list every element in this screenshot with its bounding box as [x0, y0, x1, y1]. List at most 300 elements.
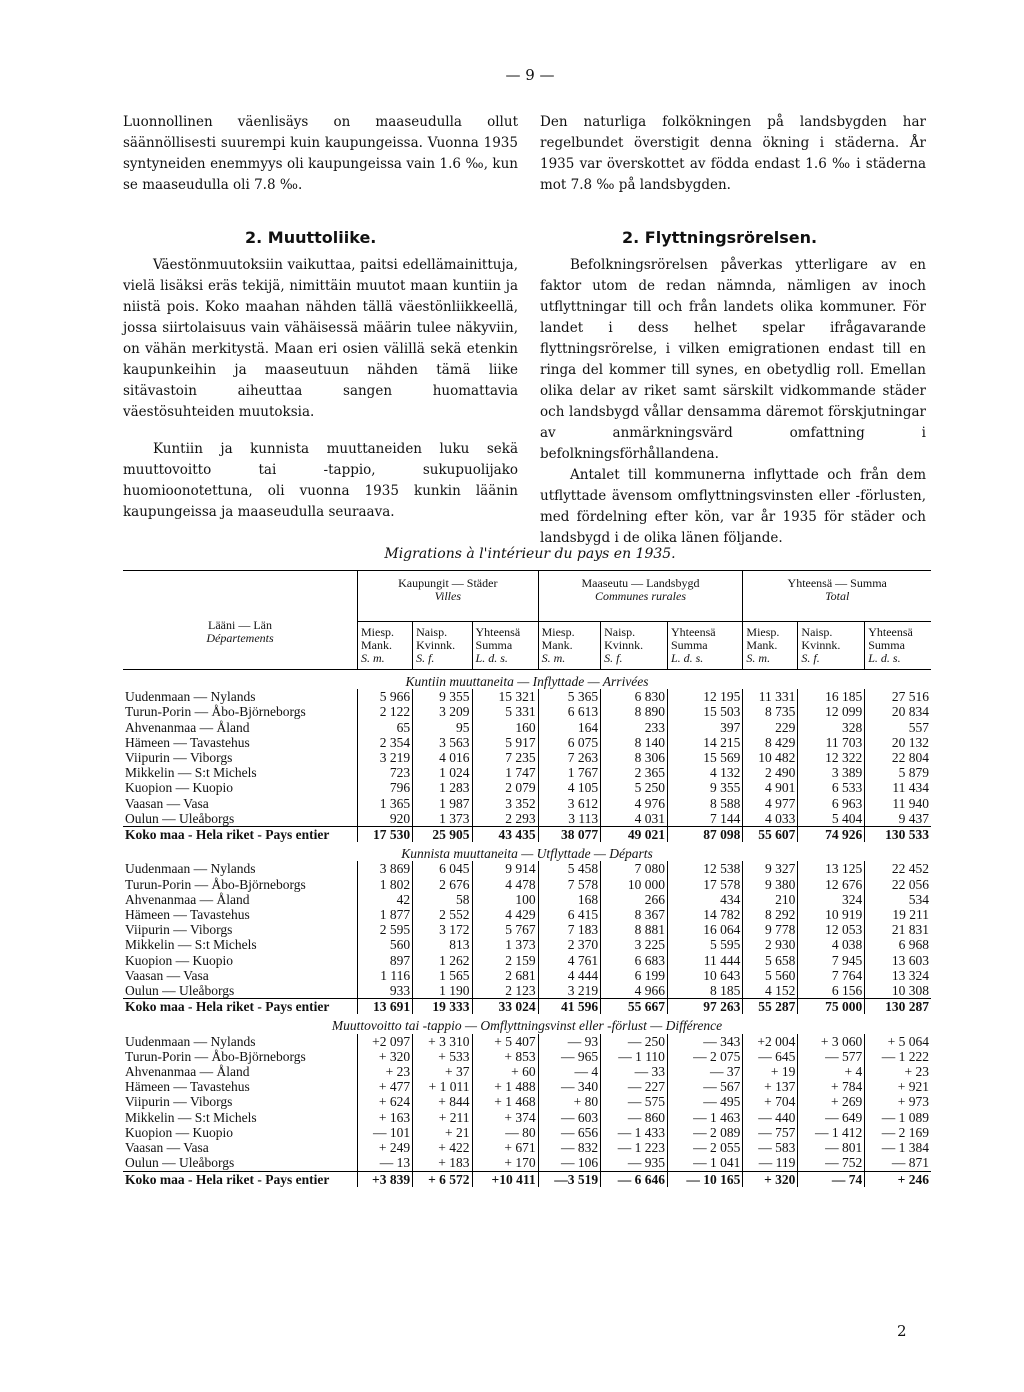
table-cell: 7 144	[667, 811, 742, 827]
row-label: Hämeen — Tavastehus	[125, 734, 250, 750]
table-cell: 3 389	[798, 765, 865, 780]
table-cell: 19 211	[865, 907, 931, 922]
table-cell: 12 538	[667, 861, 742, 876]
table-cell: 4 901	[743, 780, 798, 795]
table-cell: — 1 384	[865, 1140, 931, 1155]
table-cell: 8 429	[743, 735, 798, 750]
table-cell: 3 563	[413, 735, 472, 750]
row-label: Mikkelin — S:t Michels	[125, 937, 257, 953]
table-cell: 55 667	[601, 999, 668, 1015]
table-cell: 723	[358, 765, 413, 780]
table-cell: 5 658	[743, 953, 798, 968]
table-cell: + 921	[865, 1079, 931, 1094]
table-cell: + 1 488	[472, 1079, 538, 1094]
table-cell: — 119	[743, 1155, 798, 1171]
table-cell: — 74	[798, 1171, 865, 1187]
table-row	[123, 892, 931, 907]
table-cell: 897	[358, 953, 413, 968]
table-row	[123, 1110, 931, 1125]
header-group-total: Yhteensä — Summa Total	[743, 571, 931, 622]
table-cell: 2 676	[413, 877, 472, 892]
table-body	[123, 670, 931, 1187]
header-lani-text: Lääni — Län	[208, 618, 272, 632]
table-cell: 7 263	[538, 750, 601, 765]
migration-table	[123, 570, 931, 1187]
table-cell: 229	[743, 720, 798, 735]
table-cell: — 440	[743, 1110, 798, 1125]
subheader-cell: Naisp. Kvinnk. S. f.	[413, 622, 472, 670]
table-cell: 1 373	[472, 937, 538, 952]
table-cell: 10 482	[743, 750, 798, 765]
section-sv	[540, 255, 926, 549]
table-cell: 16 064	[667, 922, 742, 937]
row-label: Kuopion — Kuopio	[125, 952, 233, 968]
table-cell: 4 761	[538, 953, 601, 968]
table-cell: 22 452	[865, 861, 931, 876]
table-cell: 1 283	[413, 780, 472, 795]
table-cell: 33 024	[472, 999, 538, 1015]
table-cell: 5 917	[472, 735, 538, 750]
table-cell: + 477	[358, 1079, 413, 1094]
table-cell: 210	[743, 892, 798, 907]
table-cell: — 1 463	[667, 1110, 742, 1125]
table-cell: 21 831	[865, 922, 931, 937]
table-cell: 4 152	[743, 983, 798, 999]
table-cell: + 211	[413, 1110, 472, 1125]
table-row	[123, 1140, 931, 1155]
table-cell: + 170	[472, 1155, 538, 1171]
table-cell: 160	[472, 720, 538, 735]
table-cell: 14 782	[667, 907, 742, 922]
table-cell: — 656	[538, 1125, 601, 1140]
table-cell: 813	[413, 937, 472, 952]
table-cell: 100	[472, 892, 538, 907]
table-cell: 1 565	[413, 968, 472, 983]
table-cell: 397	[667, 720, 742, 735]
table-cell: — 340	[538, 1079, 601, 1094]
table-cell: 4 105	[538, 780, 601, 795]
table-cell: 7 235	[472, 750, 538, 765]
table-cell: 3 869	[358, 861, 413, 876]
table-cell: 3 113	[538, 811, 601, 827]
table-cell: + 1 468	[472, 1094, 538, 1109]
table-cell: — 860	[601, 1110, 668, 1125]
table-cell: 168	[538, 892, 601, 907]
table-cell: 920	[358, 811, 413, 827]
table-cell: 49 021	[601, 827, 668, 843]
table-row	[123, 704, 931, 719]
table-cell: — 4	[538, 1064, 601, 1079]
table-cell: 12 322	[798, 750, 865, 765]
table-cell: — 575	[601, 1094, 668, 1109]
table-cell: 1 262	[413, 953, 472, 968]
table-cell: 12 099	[798, 704, 865, 719]
table-cell: 22 056	[865, 877, 931, 892]
table-cell: — 10 165	[667, 1171, 742, 1187]
table-row	[123, 922, 931, 937]
table-cell: 12 676	[798, 877, 865, 892]
intro-fi	[123, 112, 518, 196]
table-cell: 12 195	[667, 689, 742, 704]
table-cell: — 343	[667, 1034, 742, 1049]
table-cell: + 23	[358, 1064, 413, 1079]
table-cell: — 495	[667, 1094, 742, 1109]
table-cell: 5 404	[798, 811, 865, 827]
row-label: Oulun — Uleåborgs	[125, 1155, 235, 1171]
table-cell: 796	[358, 780, 413, 795]
table-cell: + 533	[413, 1049, 472, 1064]
table-cell: 2 354	[358, 735, 413, 750]
table-cell: — 1 222	[865, 1049, 931, 1064]
table-row	[123, 1064, 931, 1079]
page-number: — 9 —	[505, 66, 555, 84]
table-cell: + 21	[413, 1125, 472, 1140]
table-cell: 2 123	[472, 983, 538, 999]
table-cell: 5 250	[601, 780, 668, 795]
table-cell: 266	[601, 892, 668, 907]
table-cell: 10 643	[667, 968, 742, 983]
table-cell: 6 613	[538, 704, 601, 719]
table-cell: 4 966	[601, 983, 668, 999]
table-cell: — 13	[358, 1155, 413, 1171]
table-cell: 2 595	[358, 922, 413, 937]
table-cell: — 649	[798, 1110, 865, 1125]
table-cell: 4 976	[601, 796, 668, 811]
table-row	[123, 1034, 931, 1049]
table-cell: — 106	[538, 1155, 601, 1171]
table-cell: — 645	[743, 1049, 798, 1064]
table-cell: 2 159	[472, 953, 538, 968]
table-cell: 7 183	[538, 922, 601, 937]
section-title: Kuntiin muuttaneita — Inflyttade — Arrivées	[405, 674, 649, 689]
table-cell: 87 098	[667, 827, 742, 843]
row-label: Koko maa - Hela riket - Pays entier	[123, 1171, 358, 1187]
table-cell: 22 804	[865, 750, 931, 765]
table-row	[123, 1049, 931, 1064]
table-cell: 13 691	[358, 999, 413, 1015]
section-title-row	[123, 670, 931, 690]
table-cell: — 227	[601, 1079, 668, 1094]
table-cell: 2 552	[413, 907, 472, 922]
subheader-cell: Yhteensä Summa L. d. s.	[865, 622, 931, 670]
table-cell: 3 352	[472, 796, 538, 811]
row-label: Vaasan — Vasa	[125, 1140, 209, 1156]
table-cell: 2 490	[743, 765, 798, 780]
table-cell: 11 940	[865, 796, 931, 811]
table-cell: — 1 223	[601, 1140, 668, 1155]
row-label: Oulun — Uleåborgs	[125, 810, 235, 826]
table-cell: + 374	[472, 1110, 538, 1125]
row-label: Koko maa - Hela riket - Pays entier	[123, 999, 358, 1015]
table-row	[123, 1125, 931, 1140]
table-cell: 1 987	[413, 796, 472, 811]
table-cell: 65	[358, 720, 413, 735]
table-cell: 3 612	[538, 796, 601, 811]
table-cell: 3 219	[358, 750, 413, 765]
table-cell: 17 530	[358, 827, 413, 843]
table-cell: 10 919	[798, 907, 865, 922]
table-cell: +10 411	[472, 1171, 538, 1187]
table-cell: + 183	[413, 1155, 472, 1171]
table-cell: 13 125	[798, 861, 865, 876]
header-lani	[123, 571, 358, 670]
table-cell: 7 945	[798, 953, 865, 968]
table-cell: + 844	[413, 1094, 472, 1109]
table-cell: 20 834	[865, 704, 931, 719]
table-cell: — 965	[538, 1049, 601, 1064]
subheader-cell: Naisp. Kvinnk. S. f.	[798, 622, 865, 670]
section-sv-p1: Befolkningsrörelsen påverkas ytterligare av en faktor utom de redan nämnda, nämligen av inoch utflyttningar till och från landets olika kommuner. För landet i dess helhet spelar ifrågavarande flyttningsrörelse, i vilken emigrationen endast till en ringa del kommer till synes, en obetydlig roll. Emellan olika delar av riket samt särskilt vidkommande städer och landsbygd vållar densamma däremot förskjutningar av anmärkningsvärd omfattning i befolkningsförhållandena.	[540, 257, 926, 462]
table-cell: 560	[358, 937, 413, 952]
table-cell: — 1 110	[601, 1049, 668, 1064]
table-cell: + 19	[743, 1064, 798, 1079]
table-cell: — 871	[865, 1155, 931, 1171]
table-cell: 95	[413, 720, 472, 735]
table-cell: 6 199	[601, 968, 668, 983]
intro-sv	[540, 112, 926, 196]
table-cell: + 853	[472, 1049, 538, 1064]
section-sv-p2: Antalet till kommunerna inflyttade och från dem utflyttade ävensom omflyttningsvinsten eller -förlusten, med fördelning efter kön, var år 1935 för städer och landsbygd i de olika länen följande.	[540, 467, 926, 546]
table-row	[123, 796, 931, 811]
row-label: Viipurin — Viborgs	[125, 1094, 233, 1110]
table-cell: — 577	[798, 1049, 865, 1064]
table-cell: + 23	[865, 1064, 931, 1079]
table-cell: + 137	[743, 1079, 798, 1094]
table-cell: — 93	[538, 1034, 601, 1049]
table-cell: 13 603	[865, 953, 931, 968]
table-cell: 534	[865, 892, 931, 907]
table-cell: 1 365	[358, 796, 413, 811]
table-cell: 42	[358, 892, 413, 907]
table-cell: 2 930	[743, 937, 798, 952]
table-cell: 11 703	[798, 735, 865, 750]
table-cell: — 1 089	[865, 1110, 931, 1125]
table-cell: 4 031	[601, 811, 668, 827]
table-cell: +3 839	[358, 1171, 413, 1187]
table-cell: 5 560	[743, 968, 798, 983]
table-cell: + 784	[798, 1079, 865, 1094]
table-cell: 2 365	[601, 765, 668, 780]
table-row	[123, 750, 931, 765]
table-cell: + 163	[358, 1110, 413, 1125]
table-cell: 5 966	[358, 689, 413, 704]
table-cell: 6 045	[413, 861, 472, 876]
table-cell: 5 879	[865, 765, 931, 780]
row-label: Mikkelin — S:t Michels	[125, 1109, 257, 1125]
table-cell: 3 225	[601, 937, 668, 952]
table-cell: — 1 433	[601, 1125, 668, 1140]
table-row	[123, 1079, 931, 1094]
section-title: Muuttovoitto tai -tappio — Omflyttningsvinst eller -förlust — Différence	[331, 1018, 723, 1034]
header-group-rurales: Maaseutu — Landsbygd Communes rurales	[538, 571, 743, 622]
table-cell: 9 355	[667, 780, 742, 795]
row-label: Viipurin — Viborgs	[125, 750, 233, 766]
table-row	[123, 968, 931, 983]
row-label: Ahvenanmaa — Åland	[125, 891, 250, 907]
table-row	[123, 907, 931, 922]
table-cell: + 246	[865, 1171, 931, 1187]
table-cell: 10 308	[865, 983, 931, 999]
table-cell: 8 140	[601, 735, 668, 750]
table-cell: + 422	[413, 1140, 472, 1155]
table-cell: 11 444	[667, 953, 742, 968]
table-cell: 5 595	[667, 937, 742, 952]
table-cell: 9 380	[743, 877, 798, 892]
table-cell: 8 890	[601, 704, 668, 719]
table-row	[123, 877, 931, 892]
table-cell: + 5 064	[865, 1034, 931, 1049]
table-cell: + 973	[865, 1094, 931, 1109]
table-cell: 164	[538, 720, 601, 735]
row-label: Turun-Porin — Åbo-Björneborgs	[125, 876, 306, 892]
subheader-cell: Miesp. Mank. S. m.	[743, 622, 798, 670]
table-cell: 4 038	[798, 937, 865, 952]
table-cell: 9 327	[743, 861, 798, 876]
row-label: Viipurin — Viborgs	[125, 922, 233, 938]
table-cell: 1 190	[413, 983, 472, 999]
table-cell: — 832	[538, 1140, 601, 1155]
total-row	[123, 1171, 931, 1187]
row-label: Kuopion — Kuopio	[125, 1124, 233, 1140]
subheader-cell: Naisp. Kvinnk. S. f.	[601, 622, 668, 670]
table-cell: 6 968	[865, 937, 931, 952]
table-row	[123, 1094, 931, 1109]
subheader-cell: Yhteensä Summa L. d. s.	[472, 622, 538, 670]
table-row	[123, 1155, 931, 1171]
table-cell: 328	[798, 720, 865, 735]
table-cell: 55 287	[743, 999, 798, 1015]
table-cell: — 801	[798, 1140, 865, 1155]
table-cell: 6 075	[538, 735, 601, 750]
table-cell: 15 321	[472, 689, 538, 704]
row-label: Kuopion — Kuopio	[125, 780, 233, 796]
section-fi-p2: Kuntiin ja kunnista muuttaneiden luku sekä muuttovoitto tai -tappio, sukupuolijako huomioonotettuna, oli vuonna 1935 kunkin läänin kaupungeissa ja maaseudulla seuraava.	[123, 441, 518, 520]
row-label: Mikkelin — S:t Michels	[125, 765, 257, 781]
table-cell: + 6 572	[413, 1171, 472, 1187]
table-cell: 15 569	[667, 750, 742, 765]
table-cell: 11 331	[743, 689, 798, 704]
table-cell: 130 533	[865, 827, 931, 843]
table-cell: + 320	[743, 1171, 798, 1187]
table-cell: 58	[413, 892, 472, 907]
table-cell: 5 365	[538, 689, 601, 704]
table-row	[123, 811, 931, 827]
table-cell: 75 000	[798, 999, 865, 1015]
table-cell: — 37	[667, 1064, 742, 1079]
row-label: Turun-Porin — Åbo-Björneborgs	[125, 1048, 306, 1064]
table-cell: 3 219	[538, 983, 601, 999]
table-cell: — 1 412	[798, 1125, 865, 1140]
table-cell: 13 324	[865, 968, 931, 983]
section-title: Kunnista muuttaneita — Utflyttade — Départs	[401, 846, 653, 862]
table-row	[123, 720, 931, 735]
intro-fi-text: Luonnollinen väenlisäys on maaseudulla ollut säännöllisesti suurempi kuin kaupungeissa. Vuonna 1935 syntyneiden enemmyys oli kaupungeissa vain 1.6 ‰, kun se maaseudulla oli 7.8 ‰.	[123, 114, 518, 193]
table-cell: — 2 075	[667, 1049, 742, 1064]
table-cell: 3 172	[413, 922, 472, 937]
row-label: Ahvenanmaa — Åland	[125, 1064, 250, 1080]
table-cell: 11 434	[865, 780, 931, 795]
sheet-number: 2	[897, 1322, 907, 1340]
table-cell: 4 444	[538, 968, 601, 983]
table-cell: — 101	[358, 1125, 413, 1140]
heading-sv: 2. Flyttningsrörelsen.	[622, 228, 818, 247]
row-label: Vaasan — Vasa	[125, 967, 209, 983]
table-cell: 27 516	[865, 689, 931, 704]
total-row	[123, 999, 931, 1015]
table-cell: + 624	[358, 1094, 413, 1109]
table-cell: 4 977	[743, 796, 798, 811]
subheader-cell: Yhteensä Summa L. d. s.	[667, 622, 742, 670]
table-cell: 1 802	[358, 877, 413, 892]
table-cell: 557	[865, 720, 931, 735]
table-cell: 41 596	[538, 999, 601, 1015]
table-row	[123, 953, 931, 968]
table-cell: + 4	[798, 1064, 865, 1079]
table-cell: + 80	[538, 1094, 601, 1109]
table-row	[123, 861, 931, 876]
table-cell: + 249	[358, 1140, 413, 1155]
table-cell: 8 306	[601, 750, 668, 765]
table-cell: 1 877	[358, 907, 413, 922]
section-fi-p1: Väestönmuutoksiin vaikuttaa, paitsi edellämainittuja, vielä lisäksi eräs tekijä, nimittäin muutot maan kuntiin ja niistä pois. Koko maahan nähden tällä väestönliikkeellä, jossa siirtolaisuus vain vähäisessä määrin tulee näkyviin, on vähän merkitystä. Maan eri osien välillä sekä etenkin kaupunkeihin ja maaseutuun nähden tämä liike sitävastoin aiheuttaa sangen huomattavia väestösuhteiden muutoksia.	[123, 257, 518, 420]
table-cell: 7 764	[798, 968, 865, 983]
table-cell: + 3 060	[798, 1034, 865, 1049]
row-label: Vaasan — Vasa	[125, 795, 209, 811]
table-cell: + 320	[358, 1049, 413, 1064]
row-label: Ahvenanmaa — Åland	[125, 719, 250, 735]
table-cell: — 567	[667, 1079, 742, 1094]
row-label: Koko maa - Hela riket - Pays entier	[123, 827, 358, 843]
table-cell: 20 132	[865, 735, 931, 750]
table-cell: — 935	[601, 1155, 668, 1171]
table-cell: — 757	[743, 1125, 798, 1140]
row-label: Turun-Porin — Åbo-Björneborgs	[125, 704, 306, 720]
table-cell: 9 355	[413, 689, 472, 704]
table-cell: 2 370	[538, 937, 601, 952]
table-cell: 7 578	[538, 877, 601, 892]
table-cell: 9 778	[743, 922, 798, 937]
table-row	[123, 735, 931, 750]
table-cell: — 583	[743, 1140, 798, 1155]
row-label: Hämeen — Tavastehus	[125, 907, 250, 923]
table-cell: 8 588	[667, 796, 742, 811]
table-cell: 1 767	[538, 765, 601, 780]
table-cell: + 3 310	[413, 1034, 472, 1049]
table-cell: 6 415	[538, 907, 601, 922]
table-cell: 55 607	[743, 827, 798, 843]
table-cell: 130 287	[865, 999, 931, 1015]
table-cell: 6 830	[601, 689, 668, 704]
table-cell: 5 767	[472, 922, 538, 937]
table-cell: — 603	[538, 1110, 601, 1125]
table-cell: 15 503	[667, 704, 742, 719]
table-cell: 38 077	[538, 827, 601, 843]
table-cell: + 269	[798, 1094, 865, 1109]
table-cell: 4 033	[743, 811, 798, 827]
table-row	[123, 689, 931, 704]
table-cell: 3 209	[413, 704, 472, 719]
header-departements: Départements	[206, 631, 274, 645]
section-fi	[123, 255, 518, 523]
subheader-cell: Miesp. Mank. S. m.	[538, 622, 601, 670]
table-cell: 4 429	[472, 907, 538, 922]
table-cell: 933	[358, 983, 413, 999]
table-cell: +2 004	[743, 1034, 798, 1049]
table-cell: 1 373	[413, 811, 472, 827]
table-cell: 2 293	[472, 811, 538, 827]
section-title-row	[123, 1014, 931, 1033]
table-cell: 324	[798, 892, 865, 907]
